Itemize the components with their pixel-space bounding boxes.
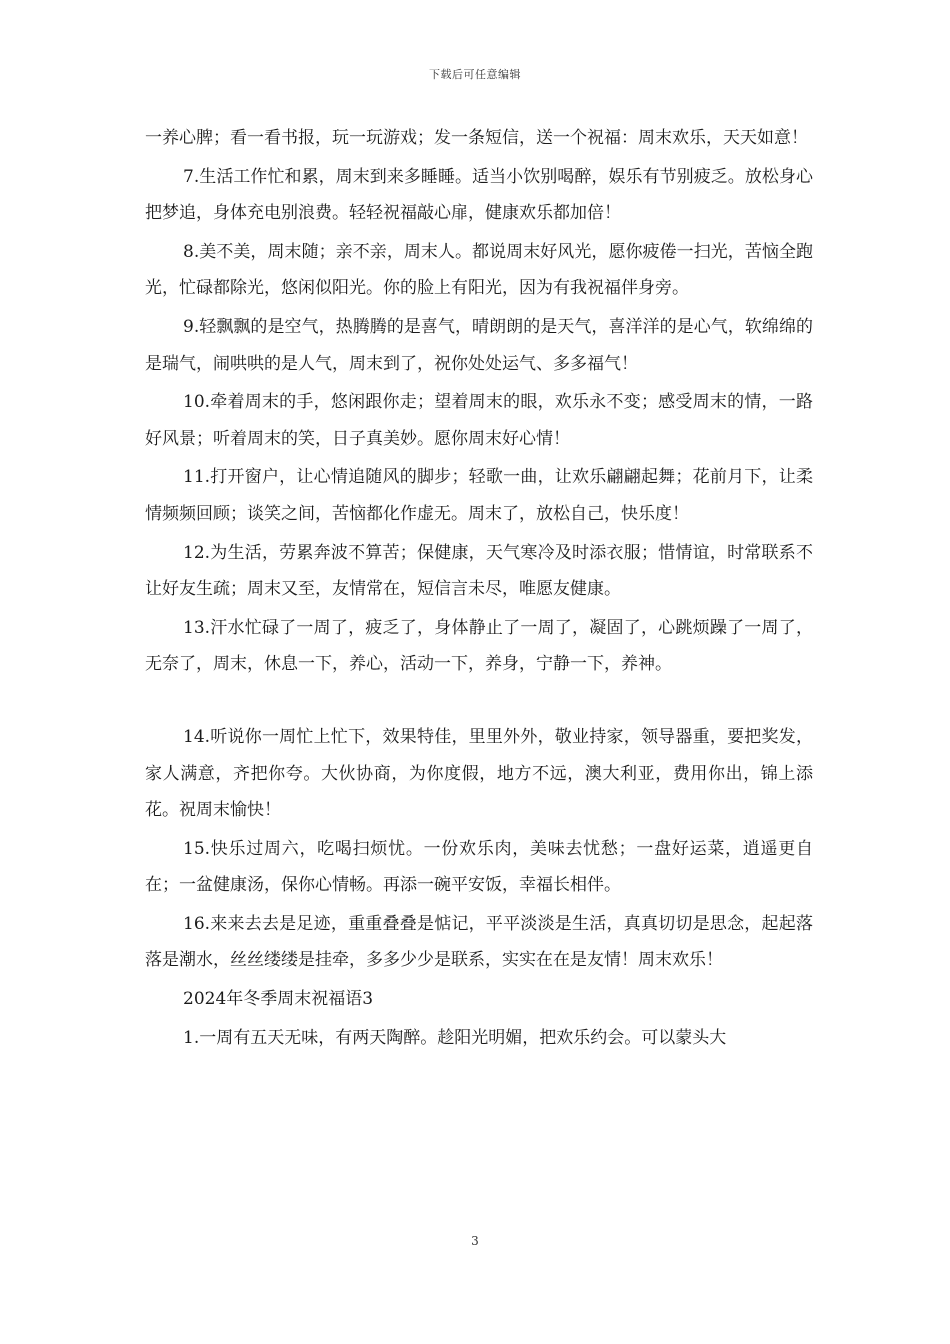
paragraph-10: 15.快乐过周六，吃喝扫烦忧。一份欢乐肉，美味去忧愁；一盘好运菜，逍遥更自在；一盆健康汤，保你心情畅。再添一碗平安饭，幸福长相伴。 [145,838,813,896]
page-header: 下载后可任意编辑 [429,68,521,81]
blank-line [145,685,813,719]
paragraph-5: 10.牵着周末的手，悠闲跟你走；望着周末的眼，欢乐永不变；感受周末的情，一路好风景；听着周末的笑，日子真美妙。愿你周末好心情！ [145,392,813,449]
paragraph-9: 14.听说你一周忙上忙下，效果特佳，里里外外，敬业持家，领导器重，要把奖发，家人满意，齐把你夸。大伙协商，为你度假，地方不远，澳大利亚，费用你出，锦上添花。祝周末愉快！ [145,726,813,821]
paragraph-8: 13.汗水忙碌了一周了，疲乏了，身体静止了一周了，凝固了，心跳烦躁了一周了，无奈了，周末，休息一下，养心，活动一下，养身，宁静一下，养神。 [145,617,813,675]
paragraph-11: 16.来来去去是足迹，重重叠叠是惦记，平平淡淡是生活，真真切切是思念，起起落落是潮水，丝丝缕缕是挂牵，多多少少是联系，实实在在是友情！周末欢乐！ [145,913,813,971]
paragraph-7: 12.为生活，劳累奔波不算苦；保健康，天气寒冷及时添衣服；惜情谊，时常联系不让好友生疏；周末又至，友情常在，短信言未尽，唯愿友健康。 [145,542,813,600]
section-heading: 2024年冬季周末祝福语3 [183,989,374,1010]
page-number: 3 [471,1234,479,1248]
document-body [145,120,813,1058]
paragraph-3: 8.美不美，周末随；亲不亲，周末人。都说周末好风光，愿你疲倦一扫光，苦恼全跑光，忙碌都除光，悠闲似阳光。你的脸上有阳光，因为有我祝福伴身旁。 [145,241,813,299]
paragraph-4: 9.轻飘飘的是空气，热腾腾的是喜气，晴朗朗的是天气，喜洋洋的是心气，软绵绵的是瑞气，闹哄哄的是人气，周末到了，祝你处处运气、多多福气！ [145,316,813,374]
paragraph-6: 11.打开窗户，让心情追随风的脚步；轻歌一曲，让欢乐翩翩起舞；花前月下，让柔情频频回顾；谈笑之间，苦恼都化作虚无。周末了，放松自己，快乐度！ [145,467,813,524]
paragraph-2: 7.生活工作忙和累，周末到来多睡睡。适当小饮别喝醉，娱乐有节别疲乏。放松身心把梦追，身体充电别浪费。轻轻祝福敲心扉，健康欢乐都加倍！ [145,166,813,224]
paragraph-1: 一养心脾；看一看书报，玩一玩游戏；发一条短信，送一个祝福：周末欢乐，天天如意！ [145,128,808,148]
paragraph-12: 1.一周有五天无味，有两天陶醉。趁阳光明媚，把欢乐约会。可以蒙头大 [183,1027,727,1048]
